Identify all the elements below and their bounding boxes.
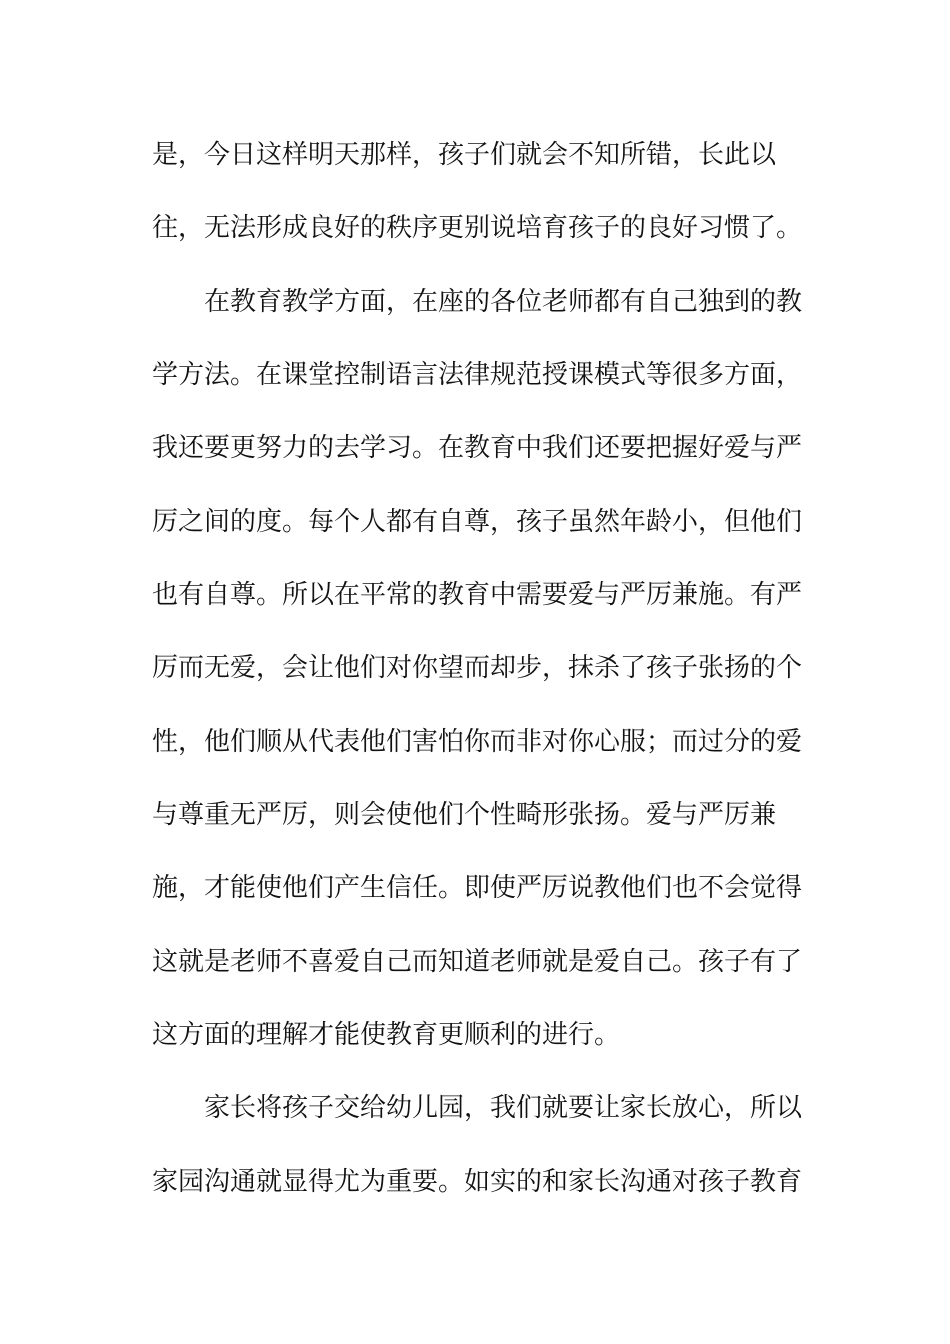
paragraph-first-line: 家长将孩子交给幼儿园，我们就要让家长放心，所以 (204, 1093, 803, 1123)
paragraph-first-line: 在教育教学方面，在座的各位老师都有自己独到的教 (204, 287, 803, 317)
text-line: 往，无法形成良好的秩序更别说培育孩子的良好习惯了。 (152, 213, 803, 243)
text-line: 这方面的理解才能使教育更顺利的进行。 (152, 1020, 621, 1050)
text-line: 家园沟通就显得尤为重要。如实的和家长沟通对孩子教育 (152, 1167, 803, 1197)
text-line: 与尊重无严厉，则会使他们个性畸形张扬。爱与严厉兼 (152, 800, 777, 830)
text-line: 施，才能使他们产生信任。即使严厉说教他们也不会觉得 (152, 873, 803, 903)
text-line: 是，今日这样明天那样，孩子们就会不知所错，长此以 (152, 140, 777, 170)
text-line: 厉而无爱，会让他们对你望而却步，抹杀了孩子张扬的个 (152, 653, 803, 683)
text-line: 厉之间的度。每个人都有自尊，孩子虽然年龄小，但他们 (152, 507, 803, 537)
text-line: 这就是老师不喜爱自己而知道老师就是爱自己。孩子有了 (152, 947, 803, 977)
text-line: 也有自尊。所以在平常的教育中需要爱与严厉兼施。有严 (152, 580, 803, 610)
text-line: 性，他们顺从代表他们害怕你而非对你心服；而过分的爱 (152, 727, 803, 757)
text-line: 学方法。在课堂控制语言法律规范授课模式等很多方面， (152, 360, 803, 390)
text-line: 我还要更努力的去学习。在教育中我们还要把握好爱与严 (152, 433, 803, 463)
